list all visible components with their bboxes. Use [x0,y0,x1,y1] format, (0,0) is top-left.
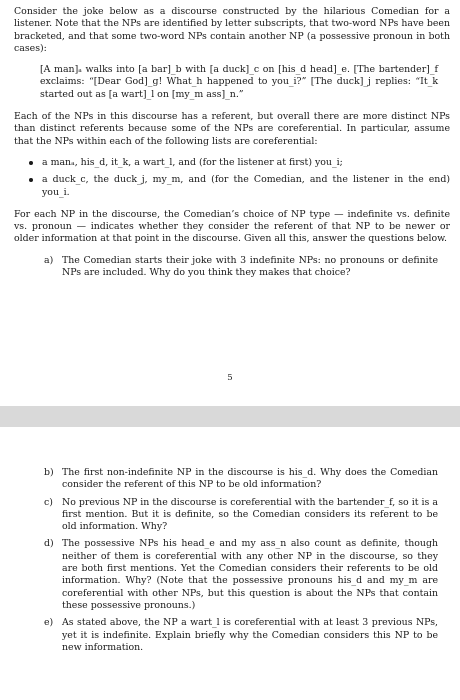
question-text: The possessive NPs his head_e and my ass_n also count as definite, though neither of them is coreferential with any other NP in the discourse, so they are both first mentions. Yet the Comedian considers their referents to be old information. Why? (Note that the possessive pronouns his_d and my_m are coreferential with other NPs, but this question is about the NPs that contain these possessive pronouns.) [62,538,438,611]
question-item [44,467,438,492]
question-label: d) [44,538,54,550]
question-text: The first non-indefinite NP in the discourse is his_d. Why does the Comedian consider the referent of this NP to be old information? [62,467,438,491]
question-item [44,255,438,280]
coreference-list-item: a manₐ, his_d, it_k, a wart_l, and (for the listener at first) you_i; [14,157,450,169]
question-text: The Comedian starts their joke with 3 indefinite NPs: no pronouns or definite NPs are included. Why do you think they makes that choice? [62,254,438,279]
coreference-list [14,157,450,199]
question-text: As stated above, the NP a wart_l is coreferential with at least 3 previous NPs, yet it is indefinite. Explain briefly why the Comedian considers this NP to be new information. [62,617,438,653]
np-type-paragraph: For each NP in the discourse, the Comedian’s choice of NP type — indefinite vs. definite vs. pronoun — indicates whether they consider the referent of that NP to be newer or older information at that point in the discourse. Given all this, answer the questions below. [14,208,450,245]
page-number: 5 [227,373,233,383]
question-list-bottom [44,467,438,654]
question-label: c) [44,496,53,508]
intro-paragraph: Consider the joke below as a discourse constructed by the hilarious Comedian for a listener. Note that the NPs are identified by letter subscripts, that two-word NPs have been bracketed, and that some two-word NPs contain another NP (a possessive pronoun in both cases): [14,6,450,54]
question-item [44,538,438,612]
question-label: a) [44,254,54,266]
page-lower-content [0,427,460,654]
page-separator [0,406,460,427]
question-text: No previous NP in the discourse is coreferential with the bartender_f, so it is a first mention. But it is definite, so the Comedian considers its referent to be old information. Why? [62,496,438,533]
coreference-paragraph: Each of the NPs in this discourse has a referent, but overall there are more distinct NPs than distinct referents because some of the NPs are coreferential. In particular, assume that the NPs within each of the following lists are coreferential: [14,111,450,147]
page-upper-content [0,0,460,279]
question-list-top [44,255,438,280]
question-item [44,617,438,654]
page-lower [0,427,460,700]
question-label: e) [44,617,54,629]
question-label: b) [44,467,54,478]
question-item [44,497,438,534]
coreference-list-item: a duck_c, the duck_j, my_m, and (for the Comedian, and the listener in the end) you_i. [14,174,450,199]
joke-quote: [A man]ₐ walks into [a bar]_b with [a duck]_c on [his_d head]_e. [The bartender]_f exclaims: “[Dear God]_g! What_h happened to you_i?” [The duck]_j replies: “It_k started out as [a wart]_l on [my_m ass]_n.” [40,64,438,100]
